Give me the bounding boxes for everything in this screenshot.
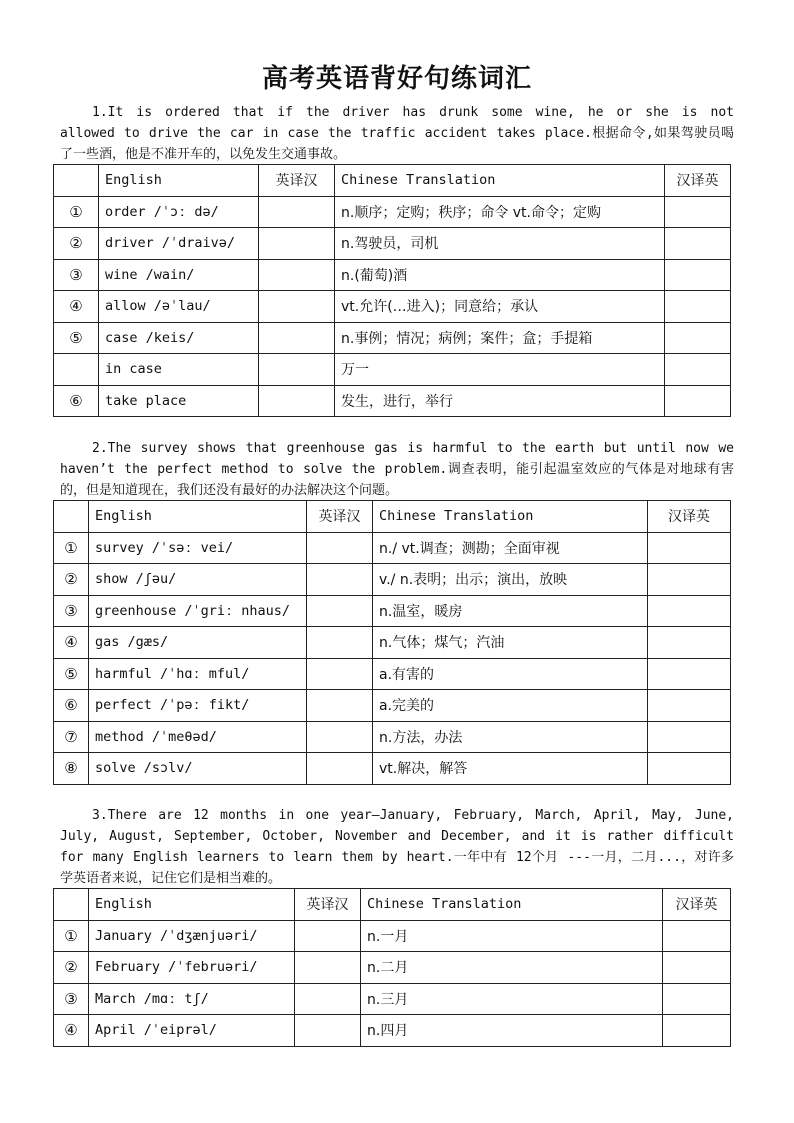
cn-to-en-answer-cell[interactable] — [665, 228, 731, 260]
chinese-translation: n.驾驶员，司机 — [335, 228, 665, 260]
header-cn-to-en: 汉译英 — [648, 501, 731, 533]
table-header-row — [54, 165, 731, 197]
row-number: ① — [54, 532, 89, 564]
cn-to-en-answer-cell[interactable] — [665, 196, 731, 228]
en-to-cn-answer-cell[interactable] — [295, 920, 361, 952]
vocab-table-2 — [53, 500, 731, 785]
chinese-translation: n.气体；煤气；汽油 — [373, 627, 648, 659]
en-to-cn-answer-cell[interactable] — [307, 658, 373, 690]
chinese-translation: v./ n.表明；出示；演出，放映 — [373, 564, 648, 596]
english-word: allow /əˈlau/ — [99, 291, 259, 323]
header-english: English — [99, 165, 259, 197]
table-row — [54, 564, 731, 596]
table-row — [54, 196, 731, 228]
english-word: April /ˈeiprəl/ — [89, 1015, 295, 1047]
row-number: ③ — [54, 259, 99, 291]
header-english: English — [89, 889, 295, 921]
chinese-translation: n.顺序；定购；秩序；命令 vt.命令；定购 — [335, 196, 665, 228]
table-row — [54, 983, 731, 1015]
table-row — [54, 690, 731, 722]
table-row — [54, 385, 731, 417]
header-chinese-translation: Chinese Translation — [373, 501, 648, 533]
en-to-cn-answer-cell[interactable] — [259, 259, 335, 291]
en-to-cn-answer-cell[interactable] — [259, 196, 335, 228]
en-to-cn-answer-cell[interactable] — [259, 322, 335, 354]
en-to-cn-answer-cell[interactable] — [307, 690, 373, 722]
english-word: method /ˈmeθəd/ — [89, 721, 307, 753]
chinese-translation: 万一 — [335, 354, 665, 386]
chinese-translation: vt.允许(…进入)；同意给；承认 — [335, 291, 665, 323]
en-to-cn-answer-cell[interactable] — [307, 753, 373, 785]
en-to-cn-answer-cell[interactable] — [295, 1015, 361, 1047]
vocab-table-1 — [53, 164, 731, 417]
table-row — [54, 354, 731, 386]
cn-to-en-answer-cell[interactable] — [663, 1015, 731, 1047]
cn-to-en-answer-cell[interactable] — [648, 627, 731, 659]
en-to-cn-answer-cell[interactable] — [307, 595, 373, 627]
header-en-to-cn: 英译汉 — [295, 889, 361, 921]
chinese-translation: n.二月 — [361, 952, 663, 984]
chinese-translation: n./ vt.调查；测勘；全面审视 — [373, 532, 648, 564]
english-word: in case — [99, 354, 259, 386]
en-to-cn-answer-cell[interactable] — [307, 627, 373, 659]
cn-to-en-answer-cell[interactable] — [665, 385, 731, 417]
english-word: February /ˈfebruəri/ — [89, 952, 295, 984]
cn-to-en-answer-cell[interactable] — [648, 532, 731, 564]
chinese-translation: n.方法，办法 — [373, 721, 648, 753]
cn-to-en-answer-cell[interactable] — [648, 721, 731, 753]
row-number: ⑤ — [54, 658, 89, 690]
table-row — [54, 920, 731, 952]
cn-to-en-answer-cell[interactable] — [665, 291, 731, 323]
header-cn-to-en: 汉译英 — [665, 165, 731, 197]
table-row — [54, 259, 731, 291]
header-chinese-translation: Chinese Translation — [361, 889, 663, 921]
header-number-cell — [54, 889, 89, 921]
chinese-translation: n.一月 — [361, 920, 663, 952]
row-number: ⑤ — [54, 322, 99, 354]
english-word: show /ʃəu/ — [89, 564, 307, 596]
row-number: ① — [54, 196, 99, 228]
chinese-translation: n.温室，暖房 — [373, 595, 648, 627]
en-to-cn-answer-cell[interactable] — [307, 721, 373, 753]
table-row — [54, 721, 731, 753]
english-word: March /mɑː tʃ/ — [89, 983, 295, 1015]
page-title: 高考英语背好句练词汇 — [261, 64, 532, 94]
english-word: January /ˈdʒænjuəri/ — [89, 920, 295, 952]
chinese-translation: n.三月 — [361, 983, 663, 1015]
vocab-table-3 — [53, 888, 731, 1047]
english-word: take place — [99, 385, 259, 417]
cn-to-en-answer-cell[interactable] — [665, 322, 731, 354]
header-english: English — [89, 501, 307, 533]
cn-to-en-answer-cell[interactable] — [663, 983, 731, 1015]
english-word: order /ˈɔː də/ — [99, 196, 259, 228]
cn-to-en-answer-cell[interactable] — [648, 595, 731, 627]
table-row — [54, 1015, 731, 1047]
row-number: ③ — [54, 983, 89, 1015]
en-to-cn-answer-cell[interactable] — [259, 385, 335, 417]
header-en-to-cn: 英译汉 — [307, 501, 373, 533]
english-word: case /keis/ — [99, 322, 259, 354]
row-number: ② — [54, 228, 99, 260]
english-word: greenhouse /ˈgriː nhaus/ — [89, 595, 307, 627]
table-row — [54, 595, 731, 627]
english-word: driver /ˈdraivə/ — [99, 228, 259, 260]
sentence-2: 2.The survey shows that greenhouse gas is harmful to the earth but until now we haven’t the perfect method to solve the problem.调查表明，能引起温室效应的气体是对地球有害的，但是知道现在，我们还没有最好的办法解决这个问题。 — [60, 441, 734, 498]
row-number: ③ — [54, 595, 89, 627]
header-chinese-translation: Chinese Translation — [335, 165, 665, 197]
header-number-cell — [54, 165, 99, 197]
row-number — [54, 354, 99, 386]
cn-to-en-answer-cell[interactable] — [648, 658, 731, 690]
en-to-cn-answer-cell[interactable] — [307, 564, 373, 596]
english-word: solve /sɔlv/ — [89, 753, 307, 785]
row-number: ⑥ — [54, 690, 89, 722]
en-to-cn-answer-cell[interactable] — [259, 228, 335, 260]
row-number: ① — [54, 920, 89, 952]
cn-to-en-answer-cell[interactable] — [648, 753, 731, 785]
chinese-translation: 发生，进行，举行 — [335, 385, 665, 417]
header-cn-to-en: 汉译英 — [663, 889, 731, 921]
en-to-cn-answer-cell[interactable] — [295, 952, 361, 984]
row-number: ⑥ — [54, 385, 99, 417]
row-number: ⑧ — [54, 753, 89, 785]
cn-to-en-answer-cell[interactable] — [665, 354, 731, 386]
row-number: ④ — [54, 291, 99, 323]
cn-to-en-answer-cell[interactable] — [648, 564, 731, 596]
cn-to-en-answer-cell[interactable] — [648, 690, 731, 722]
en-to-cn-answer-cell[interactable] — [259, 354, 335, 386]
row-number: ④ — [54, 627, 89, 659]
cn-to-en-answer-cell[interactable] — [663, 952, 731, 984]
row-number: ⑦ — [54, 721, 89, 753]
table-row — [54, 952, 731, 984]
table-row — [54, 228, 731, 260]
chinese-translation: vt.解决，解答 — [373, 753, 648, 785]
english-word: gas /gæs/ — [89, 627, 307, 659]
chinese-translation: a.有害的 — [373, 658, 648, 690]
table-row — [54, 753, 731, 785]
english-word: wine /wain/ — [99, 259, 259, 291]
row-number: ④ — [54, 1015, 89, 1047]
en-to-cn-answer-cell[interactable] — [307, 532, 373, 564]
header-en-to-cn: 英译汉 — [259, 165, 335, 197]
table-header-row — [54, 889, 731, 921]
english-word: survey /ˈsəː vei/ — [89, 532, 307, 564]
table-row — [54, 291, 731, 323]
table-header-row — [54, 501, 731, 533]
header-number-cell — [54, 501, 89, 533]
english-word: perfect /ˈpəː fikt/ — [89, 690, 307, 722]
chinese-translation: n.(葡萄)酒 — [335, 259, 665, 291]
table-row — [54, 627, 731, 659]
table-row — [54, 658, 731, 690]
sentence-1: 1.It is ordered that if the driver has drunk some wine, he or she is not allowed to drive the car in case the traffic accident takes place.根据命令,如果驾驶员喝了一些酒，他是不准开车的，以免发生交通事故。 — [60, 105, 734, 162]
sentence-3: 3.There are 12 months in one year—January, February, March, April, May, June, July, August, September, October, November and December, and it is rather difficult for many English learners to learn them by heart.一年中有 12个月 ---一月，二月...，对许多学英语者来说，记住它们是相当难的。 — [60, 808, 734, 886]
chinese-translation: n.四月 — [361, 1015, 663, 1047]
en-to-cn-answer-cell[interactable] — [295, 983, 361, 1015]
table-row — [54, 322, 731, 354]
row-number: ② — [54, 952, 89, 984]
row-number: ② — [54, 564, 89, 596]
cn-to-en-answer-cell[interactable] — [665, 259, 731, 291]
english-word: harmful /ˈhɑː mful/ — [89, 658, 307, 690]
cn-to-en-answer-cell[interactable] — [663, 920, 731, 952]
en-to-cn-answer-cell[interactable] — [259, 291, 335, 323]
chinese-translation: n.事例；情况；病例；案件；盒；手提箱 — [335, 322, 665, 354]
table-row — [54, 532, 731, 564]
chinese-translation: a.完美的 — [373, 690, 648, 722]
